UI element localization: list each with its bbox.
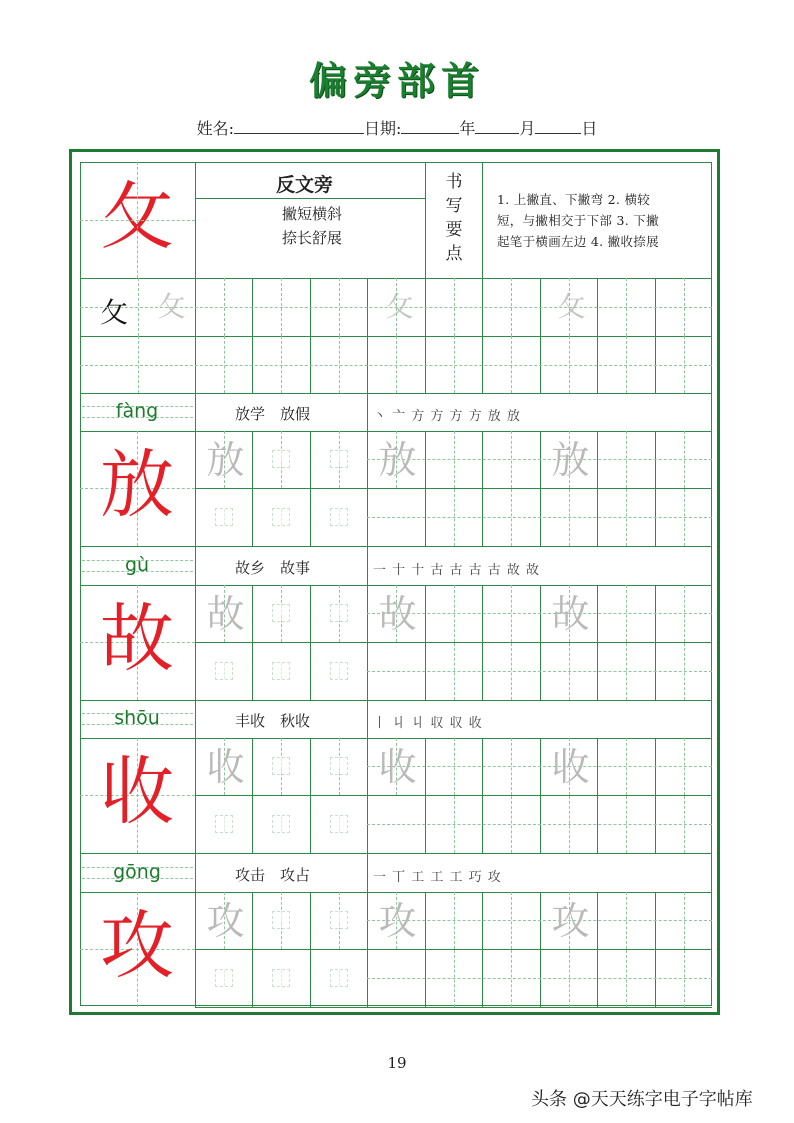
cell-line	[252, 643, 253, 700]
header-divider	[195, 198, 425, 199]
entry-pinyin: gōng	[113, 861, 161, 883]
cell-line	[367, 547, 368, 585]
name-date-line	[0, 116, 794, 139]
mini-trace-box	[330, 911, 348, 929]
entry-pinyin: fàng	[115, 400, 159, 422]
mini-trace-box	[330, 450, 348, 468]
mini-trace-box	[215, 662, 233, 680]
cell-line	[367, 700, 368, 738]
radical-stroke-demo: 攵	[100, 296, 129, 329]
cell-line	[252, 489, 253, 546]
month-field[interactable]	[475, 119, 519, 134]
entry-trace-char: 攻	[206, 899, 245, 943]
cell-line	[310, 431, 311, 488]
cell-line	[252, 950, 253, 1007]
mini-trace-box	[272, 911, 290, 929]
cell-line	[195, 796, 196, 853]
row-line	[195, 1007, 712, 1008]
cell-line	[195, 585, 196, 642]
entry-trace-char: 收	[551, 745, 590, 789]
mini-trace-box	[272, 604, 290, 622]
name-field[interactable]	[234, 119, 364, 134]
notes-line-2: 短，与撇相交于下部 3. 下撇	[497, 213, 659, 228]
entry-words: 丰收 秋收	[235, 712, 311, 730]
req-char-2: 写	[445, 196, 463, 216]
cell-line	[195, 643, 196, 700]
mini-trace-box	[330, 662, 348, 680]
entry-words: 攻击 攻占	[235, 866, 311, 884]
entry-trace-char: 攻	[551, 899, 590, 943]
mini-trace-box	[330, 604, 348, 622]
cell-line	[195, 892, 196, 949]
guide-line	[367, 978, 712, 979]
mini-trace-box	[330, 815, 348, 833]
guide-line	[80, 307, 712, 308]
radical-description	[252, 202, 372, 250]
cell-line	[310, 489, 311, 546]
entry-trace-char: 故	[206, 592, 245, 636]
row-line	[80, 546, 712, 547]
cell-line	[310, 585, 311, 642]
radical-trace-2: 攵	[385, 290, 414, 323]
year-field[interactable]	[401, 119, 459, 134]
page-title: 偏旁部首	[308, 59, 485, 103]
header-divider	[425, 162, 426, 278]
guide-line	[80, 365, 712, 366]
mini-trace-box	[272, 815, 290, 833]
entry-trace-char: 攻	[378, 899, 417, 943]
year-label: 年	[459, 119, 476, 138]
mini-trace-box	[330, 508, 348, 526]
header-divider	[482, 162, 483, 278]
entry-trace-char: 收	[206, 745, 245, 789]
entry-trace-char: 收	[378, 745, 417, 789]
row-line	[80, 393, 712, 394]
cell-line	[310, 950, 311, 1007]
entry-big-char: 故	[100, 596, 174, 682]
mini-trace-box	[272, 450, 290, 468]
cell-line	[310, 892, 311, 949]
mini-trace-box	[215, 815, 233, 833]
header-divider	[195, 162, 196, 278]
entry-stroke-order: 丶 亠 方 方 方 方 放 放	[373, 409, 521, 424]
entry-pinyin: gù	[124, 554, 150, 576]
day-field[interactable]	[535, 119, 581, 134]
radical-trace-1: 攵	[157, 290, 186, 323]
month-label: 月	[519, 119, 536, 138]
mini-trace-box	[330, 757, 348, 775]
entry-pinyin: shōu	[114, 707, 160, 729]
req-char-4: 点	[445, 244, 463, 264]
entry-big-char: 收	[100, 749, 174, 835]
cell-line	[367, 854, 368, 892]
entry-big-char: 攻	[100, 903, 174, 989]
mini-trace-box	[330, 969, 348, 987]
writing-points-label	[444, 170, 464, 266]
row-line	[80, 853, 712, 854]
entry-stroke-order: 一 丅 工 工 工 巧 攻	[373, 870, 502, 885]
mini-trace-box	[272, 508, 290, 526]
entry-trace-char: 放	[206, 438, 245, 482]
entry-stroke-order: 丨 丩 丩 収 収 收	[373, 716, 483, 731]
cell-line	[310, 643, 311, 700]
entry-trace-char: 故	[551, 592, 590, 636]
entry-stroke-order: 一 十 十 古 古 古 古 故 故	[373, 563, 541, 578]
notes-line-1: 1. 上撇直、下撇弯 2. 横较	[497, 192, 651, 207]
entry-trace-char: 放	[378, 438, 417, 482]
cell-line	[252, 796, 253, 853]
name-label: 姓名:	[196, 119, 234, 138]
writing-notes	[497, 189, 709, 252]
day-label: 日	[581, 119, 598, 138]
guide-line	[367, 517, 712, 518]
cell-line	[310, 796, 311, 853]
guide-line	[137, 162, 138, 278]
cell-line	[195, 489, 196, 546]
entry-words: 放学 放假	[235, 405, 311, 423]
notes-line-3: 起笔于横画左边 4. 撇收捺展	[497, 234, 659, 249]
radical-big-char: 攵	[100, 174, 174, 260]
entry-big-char: 放	[100, 442, 174, 528]
entry-trace-char: 放	[551, 438, 590, 482]
radical-name: 反文旁	[276, 174, 334, 196]
cell-line	[195, 738, 196, 795]
date-label: 日期:	[363, 119, 402, 138]
radical-desc-line1: 撇短横斜	[281, 205, 342, 223]
row-line	[80, 700, 712, 701]
req-char-3: 要	[445, 220, 463, 240]
guide-line	[367, 671, 712, 672]
cell-line	[195, 950, 196, 1007]
req-char-1: 书	[445, 172, 463, 192]
mini-trace-box	[272, 969, 290, 987]
mini-trace-box	[272, 757, 290, 775]
entry-trace-char: 故	[378, 592, 417, 636]
entry-words: 故乡 故事	[235, 559, 311, 577]
cell-line	[195, 431, 196, 488]
cell-line	[310, 738, 311, 795]
watermark: 头条 @天天练字电子字帖库	[531, 1089, 753, 1110]
radical-trace-3: 攵	[557, 290, 586, 323]
radical-desc-line2: 捺长舒展	[281, 229, 342, 247]
page-number: 19	[387, 1054, 407, 1072]
guide-line	[367, 824, 712, 825]
mini-trace-box	[215, 969, 233, 987]
mini-trace-box	[272, 662, 290, 680]
cell-line	[367, 393, 368, 431]
mini-trace-box	[215, 508, 233, 526]
